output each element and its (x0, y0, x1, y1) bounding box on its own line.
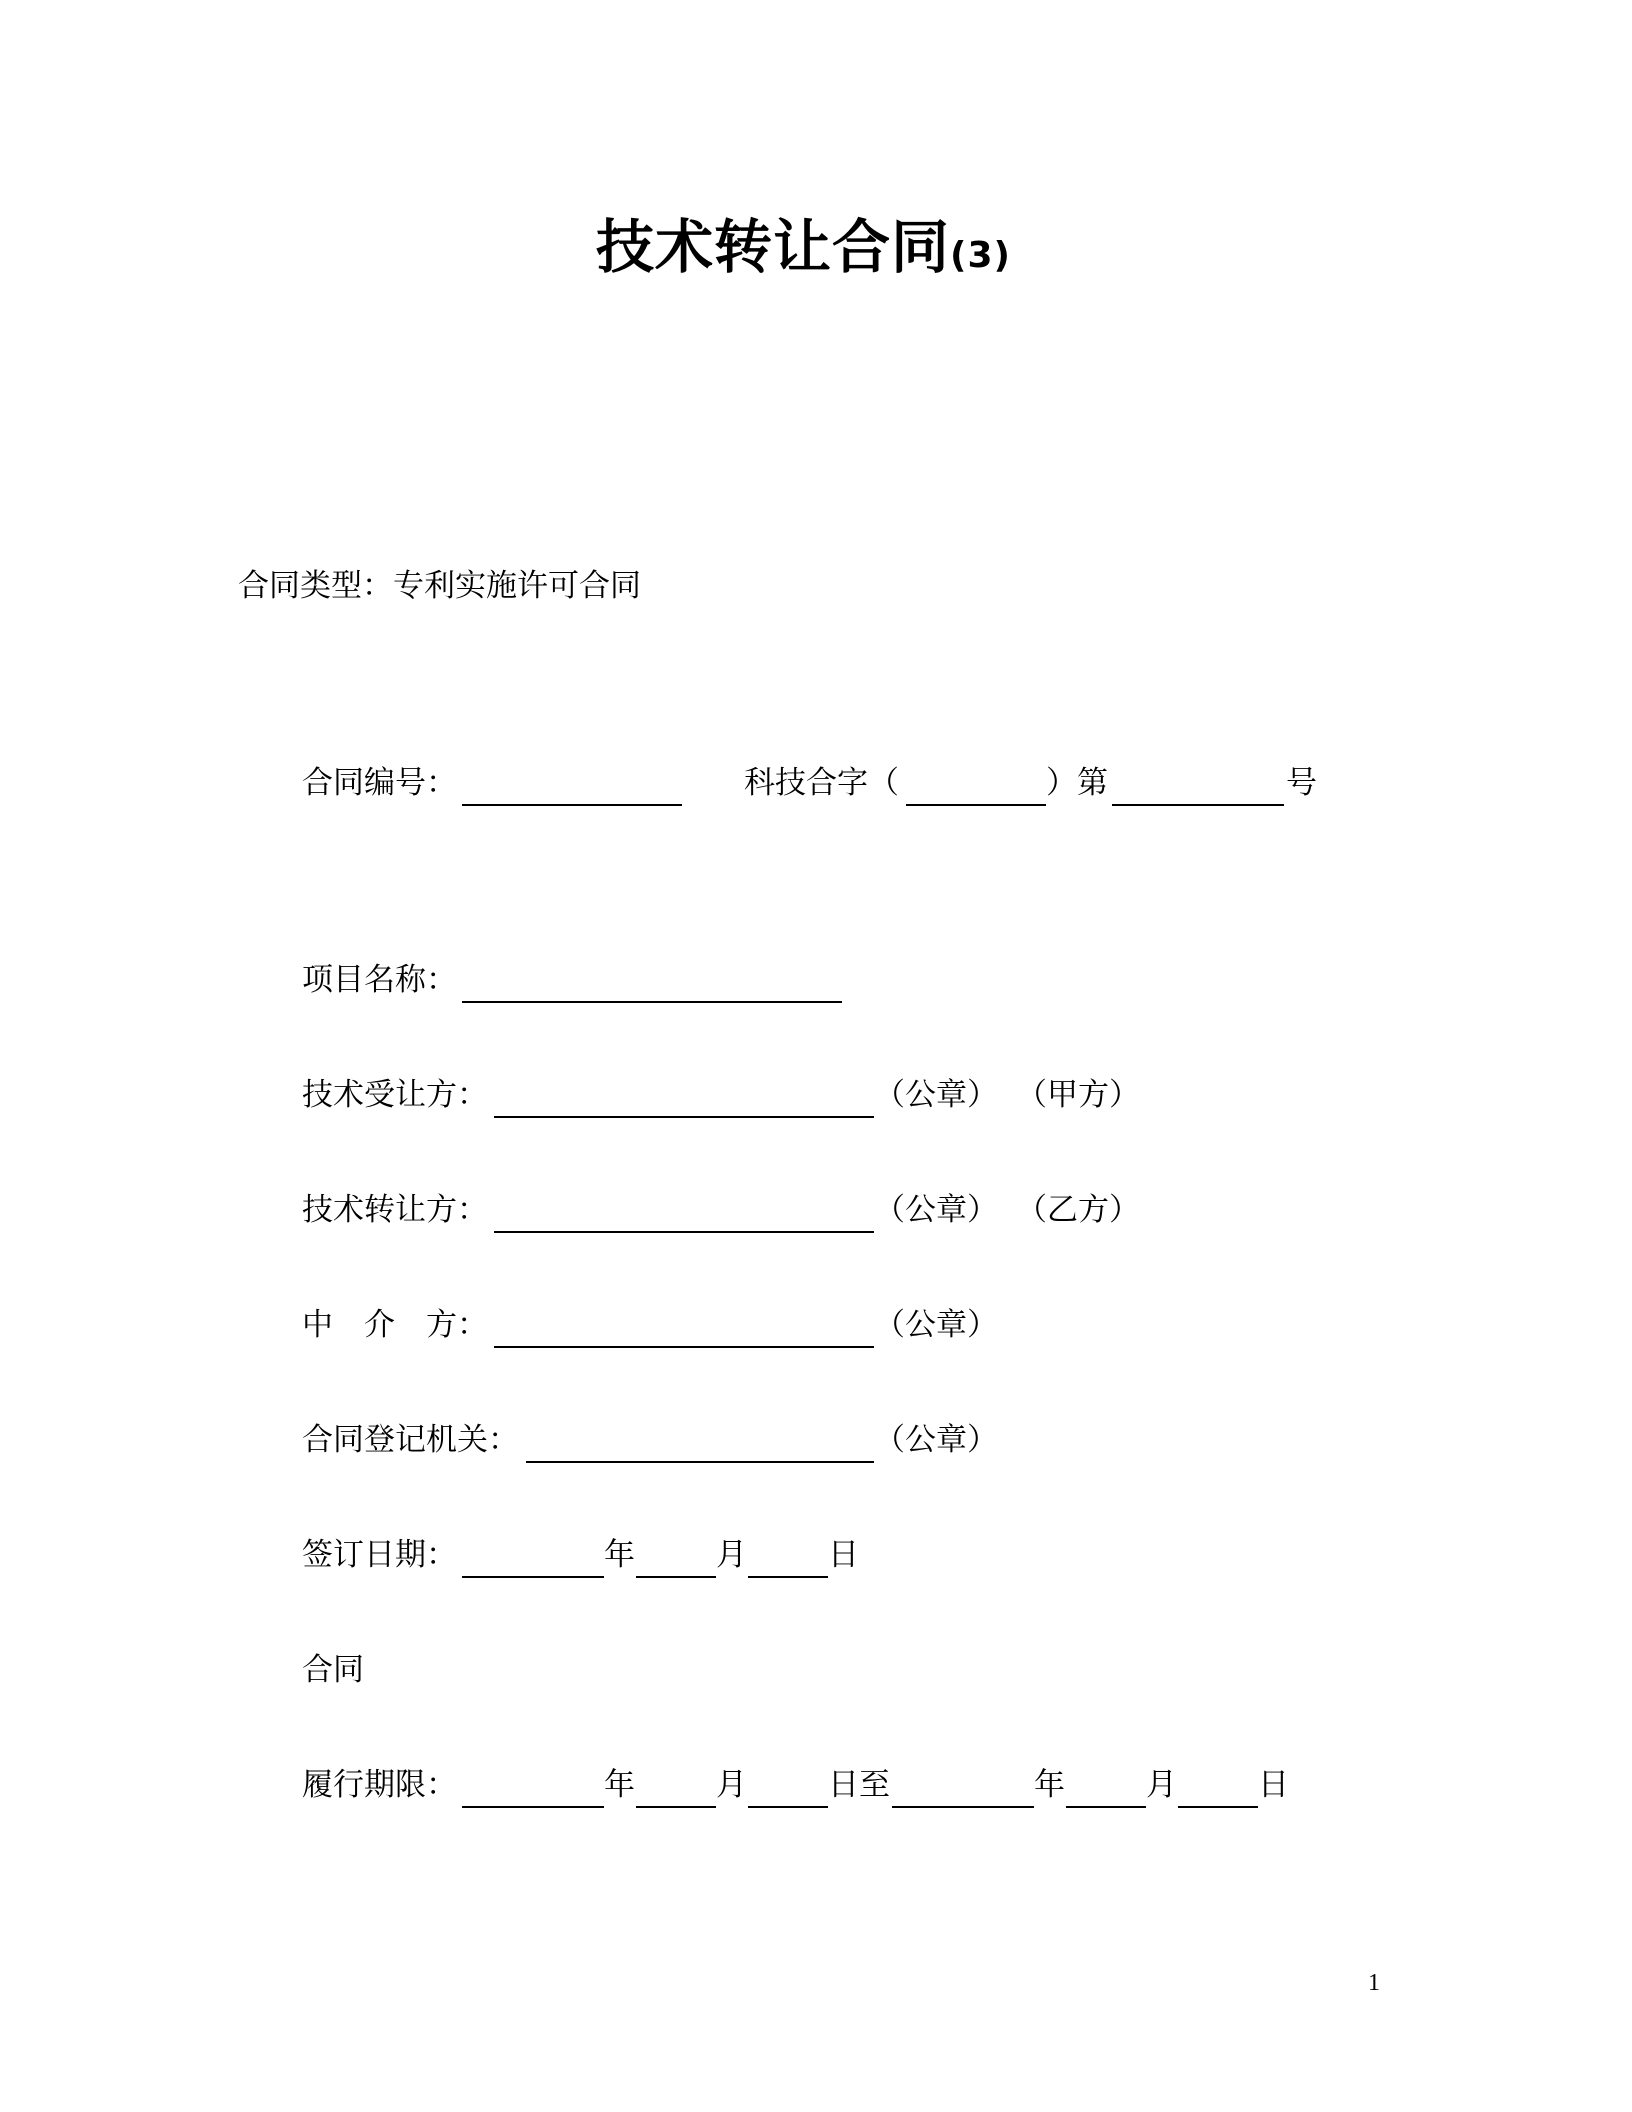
performance-period-label: 履行期限： (302, 1767, 457, 1803)
registration-authority-blank[interactable] (526, 1461, 874, 1463)
project-name-blank[interactable] (462, 1001, 842, 1003)
document-title (596, 200, 1011, 284)
contract-number-blank[interactable] (462, 804, 682, 806)
contract-number-prefix: 科技合字（ (744, 765, 899, 801)
period-start-year-label: 年 (604, 1767, 635, 1803)
contract-number-suffix: 号 (1286, 765, 1317, 801)
signing-year-label: 年 (604, 1537, 635, 1573)
intermediary-blank[interactable] (494, 1346, 874, 1348)
signing-month-label: 月 (716, 1537, 747, 1573)
project-name-label: 项目名称： (302, 962, 457, 998)
contract-word: 合同 (302, 1652, 364, 1688)
contract-number-year-blank[interactable] (906, 804, 1046, 806)
title-main: 技术转让合同 (596, 213, 951, 281)
transferor-party: （乙方） (1016, 1192, 1140, 1228)
period-end-day-label: 日 (1258, 1767, 1289, 1803)
contract-number-label: 合同编号： (302, 765, 457, 801)
transferor-label: 技术转让方： (302, 1192, 488, 1228)
period-end-year-label: 年 (1034, 1767, 1065, 1803)
period-start-year-blank[interactable] (462, 1806, 604, 1808)
signing-year-blank[interactable] (462, 1576, 604, 1578)
intermediary-label: 中 介 方： (302, 1307, 488, 1343)
signing-day-label: 日 (828, 1537, 859, 1573)
contract-number-serial-blank[interactable] (1112, 804, 1284, 806)
transferor-blank[interactable] (494, 1231, 874, 1233)
transferee-blank[interactable] (494, 1116, 874, 1118)
period-end-day-blank[interactable] (1178, 1806, 1258, 1808)
transferee-seal: （公章） (874, 1077, 998, 1113)
registration-authority-seal: （公章） (874, 1422, 998, 1458)
transferee-party: （甲方） (1016, 1077, 1140, 1113)
period-end-month-blank[interactable] (1066, 1806, 1146, 1808)
transferee-label: 技术受让方： (302, 1077, 488, 1113)
period-start-day-to-label: 日至 (828, 1767, 890, 1803)
period-start-month-label: 月 (716, 1767, 747, 1803)
intermediary-seal: （公章） (874, 1307, 998, 1343)
signing-month-blank[interactable] (636, 1576, 716, 1578)
period-end-month-label: 月 (1146, 1767, 1177, 1803)
period-start-day-blank[interactable] (748, 1806, 828, 1808)
signing-date-label: 签订日期： (302, 1537, 457, 1573)
registration-authority-label: 合同登记机关： (302, 1422, 519, 1458)
contract-type: 合同类型：专利实施许可合同 (238, 568, 641, 604)
period-end-year-blank[interactable] (892, 1806, 1034, 1808)
page-number: 1 (1368, 1970, 1380, 1996)
contract-number-middle: ）第 (1046, 765, 1108, 801)
transferor-seal: （公章） (874, 1192, 998, 1228)
signing-day-blank[interactable] (748, 1576, 828, 1578)
title-suffix: (3) (950, 235, 1011, 276)
period-start-month-blank[interactable] (636, 1806, 716, 1808)
